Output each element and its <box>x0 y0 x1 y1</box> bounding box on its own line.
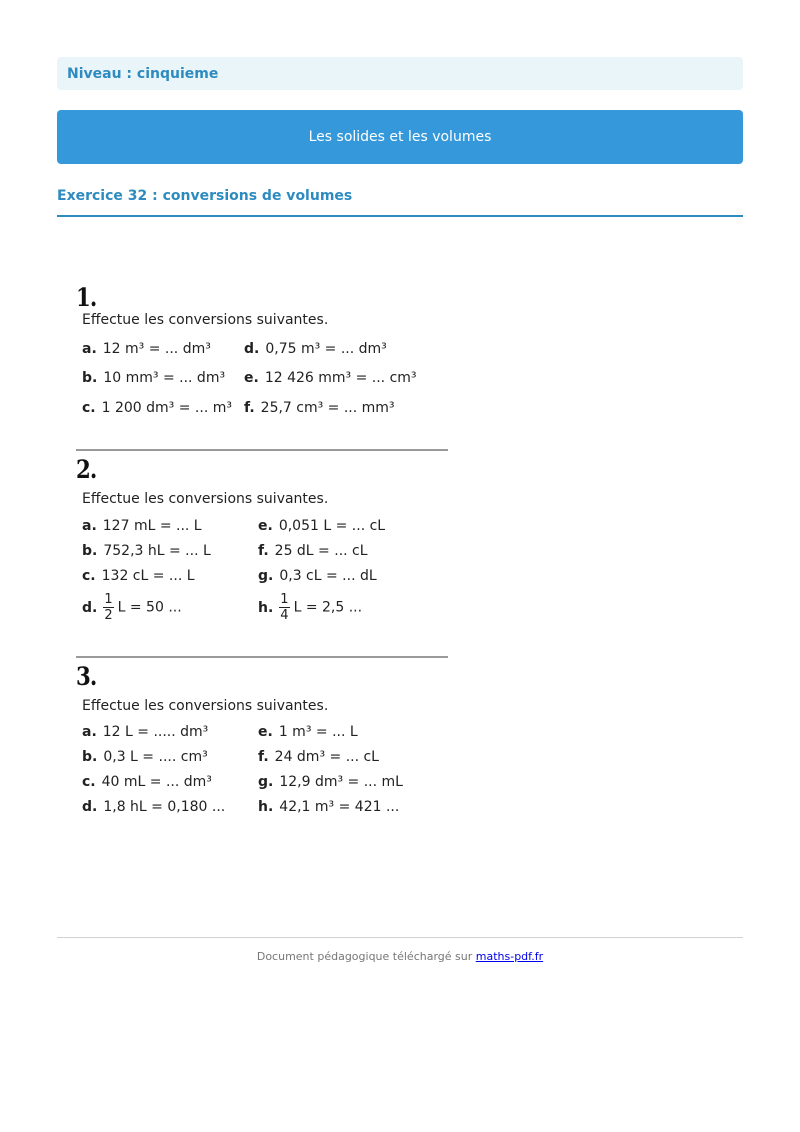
item-text: L = 2,5 ... <box>293 599 363 616</box>
list-item <box>258 749 379 765</box>
item-label: d. <box>82 799 98 815</box>
list-item <box>82 400 232 416</box>
item-text: 0,3 cL = ... dL <box>279 568 377 584</box>
item-label: g. <box>258 774 274 790</box>
item-text: 12 m³ = ... dm³ <box>102 341 211 357</box>
section-instruction: Effectue les conversions suivantes. <box>82 698 329 714</box>
list-item <box>258 774 403 790</box>
list-item <box>82 724 208 740</box>
section-number: 2. <box>76 455 97 484</box>
title-banner <box>57 110 743 164</box>
exercise-grid <box>82 341 442 431</box>
item-label: f. <box>244 400 255 416</box>
list-item <box>82 370 225 386</box>
footer-divider <box>57 937 743 938</box>
item-label: h. <box>258 799 274 815</box>
item-text: 12,9 dm³ = ... mL <box>279 774 403 790</box>
footer-text: Document pédagogique téléchargé sur <box>256 950 476 963</box>
item-text: 1 m³ = ... L <box>278 724 358 740</box>
list-item <box>82 749 208 765</box>
item-text: 1,8 hL = 0,180 ... <box>103 799 226 815</box>
item-label: b. <box>82 370 98 386</box>
item-text: 0,3 L = .... cm³ <box>103 749 208 765</box>
item-text: 127 mL = ... L <box>102 518 202 534</box>
section-divider <box>76 449 448 451</box>
exercise-grid <box>82 518 442 623</box>
list-item <box>244 370 417 386</box>
item-text: 1 200 dm³ = ... m³ <box>101 400 232 416</box>
item-label: c. <box>82 774 96 790</box>
item-label: c. <box>82 568 96 584</box>
item-label: b. <box>82 543 98 559</box>
list-item <box>258 518 385 534</box>
fraction-denominator: 2 <box>104 608 113 623</box>
fraction-numerator: 1 <box>104 592 113 607</box>
item-text: 12 L = ..... dm³ <box>102 724 209 740</box>
item-label: d. <box>244 341 260 357</box>
fraction <box>103 593 113 622</box>
list-item <box>82 341 211 357</box>
list-item <box>82 518 202 534</box>
list-item <box>258 543 368 559</box>
list-item <box>258 799 399 815</box>
section-number: 3. <box>76 662 97 691</box>
section-2 <box>76 455 386 623</box>
section-instruction: Effectue les conversions suivantes. <box>82 312 329 328</box>
list-item <box>82 568 195 584</box>
item-label: a. <box>82 518 97 534</box>
item-label: g. <box>258 568 274 584</box>
page-title: Les solides et les volumes <box>308 129 492 145</box>
item-label: e. <box>244 370 259 386</box>
item-label: e. <box>258 518 273 534</box>
item-label: h. <box>258 599 274 616</box>
item-text: 25,7 cm³ = ... mm³ <box>260 400 395 416</box>
footer-link[interactable]: maths-pdf.fr <box>475 950 544 963</box>
item-text: L = 50 ... <box>117 599 182 616</box>
list-item <box>82 593 182 622</box>
item-label: f. <box>258 749 269 765</box>
item-label: d. <box>82 599 98 616</box>
item-text: 0,051 L = ... cL <box>278 518 386 534</box>
list-item <box>82 543 211 559</box>
item-text: 132 cL = ... L <box>101 568 195 584</box>
item-label: a. <box>82 341 97 357</box>
list-item <box>244 400 395 416</box>
item-label: f. <box>258 543 269 559</box>
item-label: c. <box>82 400 96 416</box>
item-text: 40 mL = ... dm³ <box>101 774 212 790</box>
list-item <box>82 799 225 815</box>
exercise-grid <box>82 724 442 819</box>
item-text: 10 mm³ = ... dm³ <box>103 370 226 386</box>
item-text: 0,75 m³ = ... dm³ <box>265 341 387 357</box>
fraction <box>279 593 289 622</box>
section-number: 1. <box>76 283 97 312</box>
list-item <box>82 774 212 790</box>
fraction-numerator: 1 <box>280 592 289 607</box>
item-label: e. <box>258 724 273 740</box>
exercise-heading <box>57 185 743 217</box>
list-item <box>258 568 377 584</box>
list-item <box>258 724 358 740</box>
section-1 <box>76 283 417 416</box>
level-label: Niveau : cinquieme <box>67 65 219 82</box>
item-text: 12 426 mm³ = ... cm³ <box>264 370 417 386</box>
item-label: b. <box>82 749 98 765</box>
list-item <box>258 593 362 622</box>
section-instruction: Effectue les conversions suivantes. <box>82 491 329 507</box>
item-text: 25 dL = ... cL <box>274 543 368 559</box>
section-divider <box>76 656 448 658</box>
list-item <box>244 341 387 357</box>
item-label: a. <box>82 724 97 740</box>
item-text: 42,1 m³ = 421 ... <box>279 799 400 815</box>
item-text: 752,3 hL = ... L <box>103 543 211 559</box>
item-text: 24 dm³ = ... cL <box>274 749 379 765</box>
level-bar <box>57 57 743 90</box>
fraction-denominator: 4 <box>280 608 289 623</box>
section-3 <box>76 662 403 815</box>
footer <box>57 950 743 963</box>
exercise-title: Exercice 32 : conversions de volumes <box>57 188 353 204</box>
